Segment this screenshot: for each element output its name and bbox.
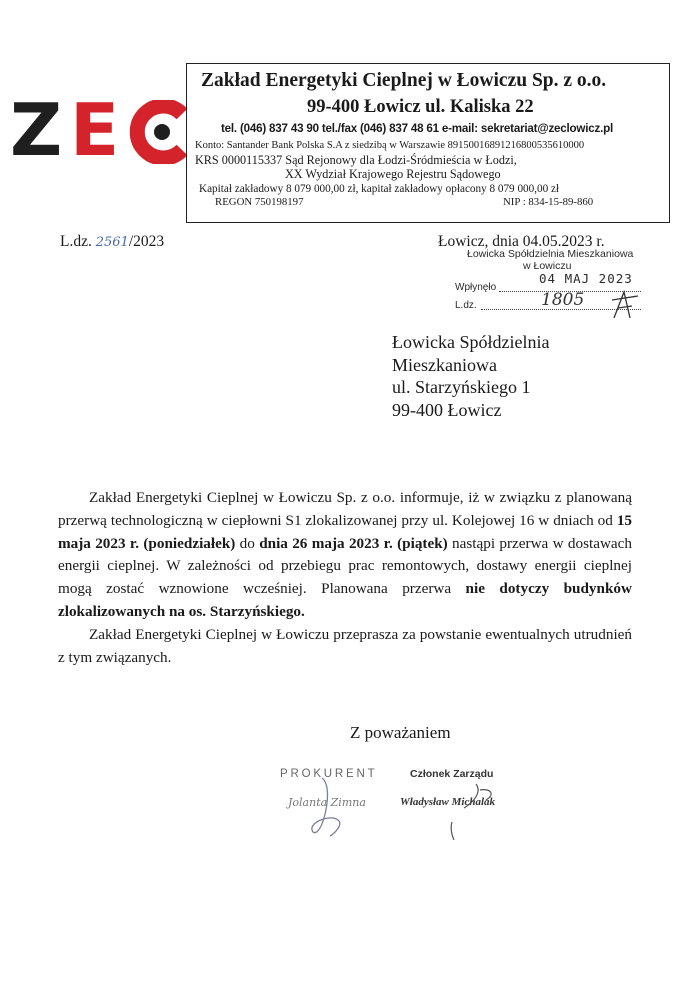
stamp-city: w Łowiczu bbox=[523, 260, 572, 272]
company-address: 99-400 Łowicz ul. Kaliska 22 bbox=[307, 97, 534, 117]
body-paragraph bbox=[58, 487, 632, 624]
signature-board-member bbox=[398, 768, 528, 858]
logo-letter-c bbox=[128, 100, 192, 164]
stamp-date: 04 MAJ 2023 bbox=[539, 271, 633, 286]
company-logo bbox=[10, 88, 190, 172]
document-reference bbox=[60, 233, 164, 251]
body-paragraph: Zakład Energetyki Cieplnej w Łowiczu przeprasza za powstanie ewentualnych utrudnień z tym związanych. bbox=[58, 625, 632, 666]
company-capital: Kapitał zakładowy 8 079 000,00 zł, kapitał zakładowy opłacony 8 079 000,00 zł bbox=[199, 183, 560, 195]
stamp-received-label: Wpłynęło bbox=[455, 282, 497, 293]
body-end-date: dnia 26 maja 2023 r. (piątek) bbox=[259, 534, 448, 552]
company-name: Zakład Energetyki Cieplnej w Łowiczu Sp. z o.o. bbox=[201, 70, 607, 91]
signature-title: Członek Zarządu bbox=[410, 768, 494, 780]
body-text-run: nastąpi przerwa w dostawach energii cieplnej. W zależności od przebiegu prac remontowych, dostawy energii cieplnej mogą zostać wznowione wcześniej. Planowana przerwa bbox=[58, 534, 632, 598]
logo-letter-z: Z bbox=[10, 88, 61, 172]
ref-prefix: L.dz. bbox=[60, 233, 96, 250]
incoming-stamp bbox=[455, 248, 655, 318]
stamp-organization: Łowicka Spółdzielnia Mieszkaniowa bbox=[467, 248, 634, 260]
letterhead-box bbox=[186, 63, 670, 223]
ref-handwritten-number: 2561 bbox=[95, 235, 129, 250]
signature-name: Jolanta Zimna bbox=[288, 796, 366, 809]
company-regon: REGON 750198197 bbox=[215, 196, 304, 208]
recipient-line: ul. Starzyńskiego 1 bbox=[392, 377, 531, 397]
recipient-line: 99-400 Łowicz bbox=[392, 399, 502, 420]
body-text-run: Zakład Energetyki Cieplnej w Łowiczu Sp. z o.o. informuje, iż w związku z planowaną przerwą technologiczną w ciepłowni S1 zlokalizowanej przy ul. Kolejowej 16 w dniach od bbox=[58, 489, 632, 529]
ref-suffix: /2023 bbox=[128, 233, 165, 250]
body-exclusion-note: nie dotyczy budynków zlokalizowanych na os. Starzyńskiego. bbox=[58, 580, 632, 620]
company-contact: tel. (046) 837 43 90 tel./fax (046) 837 48 61 e-mail: sekretariat@zeclowicz.pl bbox=[221, 122, 614, 135]
stamp-handwritten-number: 1805 bbox=[541, 290, 585, 310]
recipient-address bbox=[392, 331, 549, 421]
signature-name: Władysław Michalak bbox=[400, 796, 496, 808]
place-date: Łowicz, dnia 04.05.2023 r. bbox=[438, 233, 605, 250]
recipient-line: Łowicka Spółdzielnia bbox=[392, 332, 550, 352]
body-text-run: do bbox=[235, 534, 260, 552]
company-krs: KRS 0000115337 Sąd Rejonowy dla Łodzi-Śródmieścia w Łodzi, bbox=[195, 153, 517, 167]
closing-salutation: Z poważaniem bbox=[350, 723, 451, 742]
signature-title: PROKURENT bbox=[280, 768, 378, 780]
handwritten-signature bbox=[416, 778, 506, 838]
handwritten-signature bbox=[300, 774, 360, 840]
signature-prokurent bbox=[280, 768, 390, 858]
company-bank-account: Konto: Santander Bank Polska S.A z siedzibą w Warszawie 89150016891216800535610000 bbox=[195, 140, 585, 151]
company-court-division: XX Wydział Krajowego Rejestru Sądowego bbox=[285, 167, 501, 181]
recipient-line: Mieszkaniowa bbox=[392, 354, 497, 375]
stamp-initials-scribble bbox=[610, 288, 640, 322]
company-nip: NIP : 834-15-89-860 bbox=[503, 196, 594, 208]
logo-letter-e: E bbox=[70, 88, 120, 172]
body-start-date: 15 maja 2023 r. (poniedziałek) bbox=[58, 511, 632, 552]
stamp-ldz-label: L.dz. bbox=[455, 300, 477, 311]
letter-body bbox=[58, 487, 632, 669]
